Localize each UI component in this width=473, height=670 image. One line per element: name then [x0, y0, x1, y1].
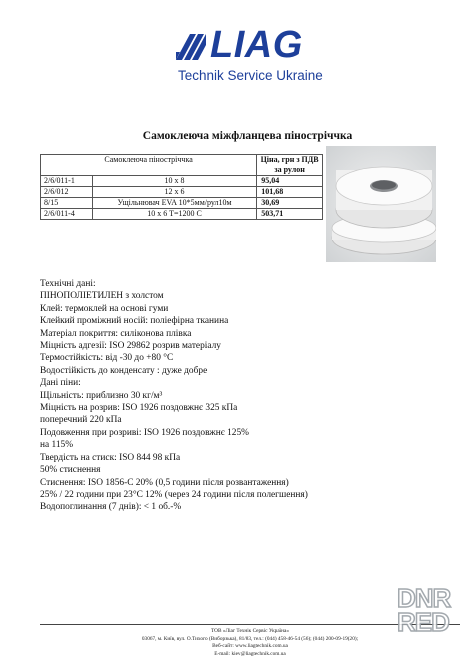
row-description: 10 x 6 T=1200 C	[92, 209, 256, 220]
spec-line: Подовження при розриві: ISO 1926 поздовжнє 125%	[40, 427, 249, 438]
liag-logo-mark-icon	[174, 30, 208, 64]
row-description: 12 x 6	[92, 187, 256, 198]
table-header-product: Самоклеюча піностріччка	[41, 155, 257, 176]
spec-line: Термостійкість: від -30 до +80 °С	[40, 353, 174, 364]
table-header-row	[41, 155, 323, 176]
spec-line: Міцність адгезії: ISO 29862 розрив матеріалу	[40, 341, 221, 352]
row-price: 95,04	[257, 176, 323, 187]
spec-line: Технічні дані:	[40, 279, 96, 289]
spec-line: Твердість на стиск: ISO 844 98 кПа	[40, 452, 181, 463]
table-row	[41, 187, 323, 198]
logo-subtitle: Technik Service Ukraine	[178, 68, 323, 83]
watermark-line: DNR	[397, 583, 451, 613]
row-code: 2/6/011-1	[41, 176, 93, 187]
spec-line: Водопоглинання (7 днів): < 1 об.-%	[40, 502, 182, 513]
table-row	[41, 198, 323, 209]
footer-email: E-mail: kiev@liagtechnik.com.ua	[214, 650, 286, 657]
table-header-price: Ціна, грн з ПДВ за рулон	[257, 155, 323, 176]
spec-line: Матеріал покриття: силіконова плівка	[40, 328, 192, 339]
company-logo	[174, 24, 324, 84]
document-title: Самоклеюча міжфланцева піностріччка	[142, 130, 353, 142]
row-code: 8/15	[41, 198, 93, 209]
spec-line: 25% / 22 години при 23°C 12% (через 24 години після полегшення)	[40, 489, 308, 500]
spec-line: Стиснення: ISO 1856-С 20% (0,5 години після розвантаження)	[40, 477, 289, 488]
row-description: 10 x 8	[92, 176, 256, 187]
table-row	[41, 209, 323, 220]
row-price: 30,69	[257, 198, 323, 209]
spec-line: Щільність: приблизно 30 кг/м³	[40, 390, 163, 401]
spec-line: ПІНОПОЛІЕТИЛЕН з холстом	[40, 291, 164, 302]
spec-line: поперечний 220 кПа	[40, 415, 122, 426]
spec-line: Дані піни:	[40, 378, 81, 389]
price-table	[40, 154, 323, 220]
spec-line: Клей: термоклей на основі гуми	[40, 303, 169, 314]
row-price: 503,71	[257, 209, 323, 220]
spec-line: Клейкий проміжний носій: поліефірна тканина	[40, 316, 229, 327]
spec-line: Міцність на розрив: ISO 1926 поздовжнє 325 кПа	[40, 403, 238, 414]
technical-specs	[40, 278, 460, 514]
footer-address: 03067, м. Київ, вул. О.Тихого (Виборзька), 81/83, тел.: (044) 458-46-54 (56); (044) 200-09-19(20);	[141, 635, 359, 642]
footer-website: Веб-сайт: www.liagtechnik.com.ua	[212, 643, 288, 649]
row-code: 2/6/012	[41, 187, 93, 198]
spec-line: на 115%	[40, 440, 74, 451]
row-price: 101,68	[257, 187, 323, 198]
logo-wordmark: LIAG	[210, 24, 303, 66]
watermark-line: RED	[397, 607, 449, 637]
row-description: Ущільнювач EVA 10*5мм/рул10м	[92, 198, 256, 209]
watermark	[397, 583, 469, 637]
footer-company: ТОВ «Ліаг Технік Сервіс Україна»	[211, 628, 289, 634]
row-code: 2/6/011-4	[41, 209, 93, 220]
spec-line: 50% стиснення	[40, 465, 101, 476]
foam-tape-roll-photo	[326, 146, 436, 262]
spec-line: Водостійкість до конденсату : дуже добре	[40, 365, 208, 376]
table-row	[41, 176, 323, 187]
